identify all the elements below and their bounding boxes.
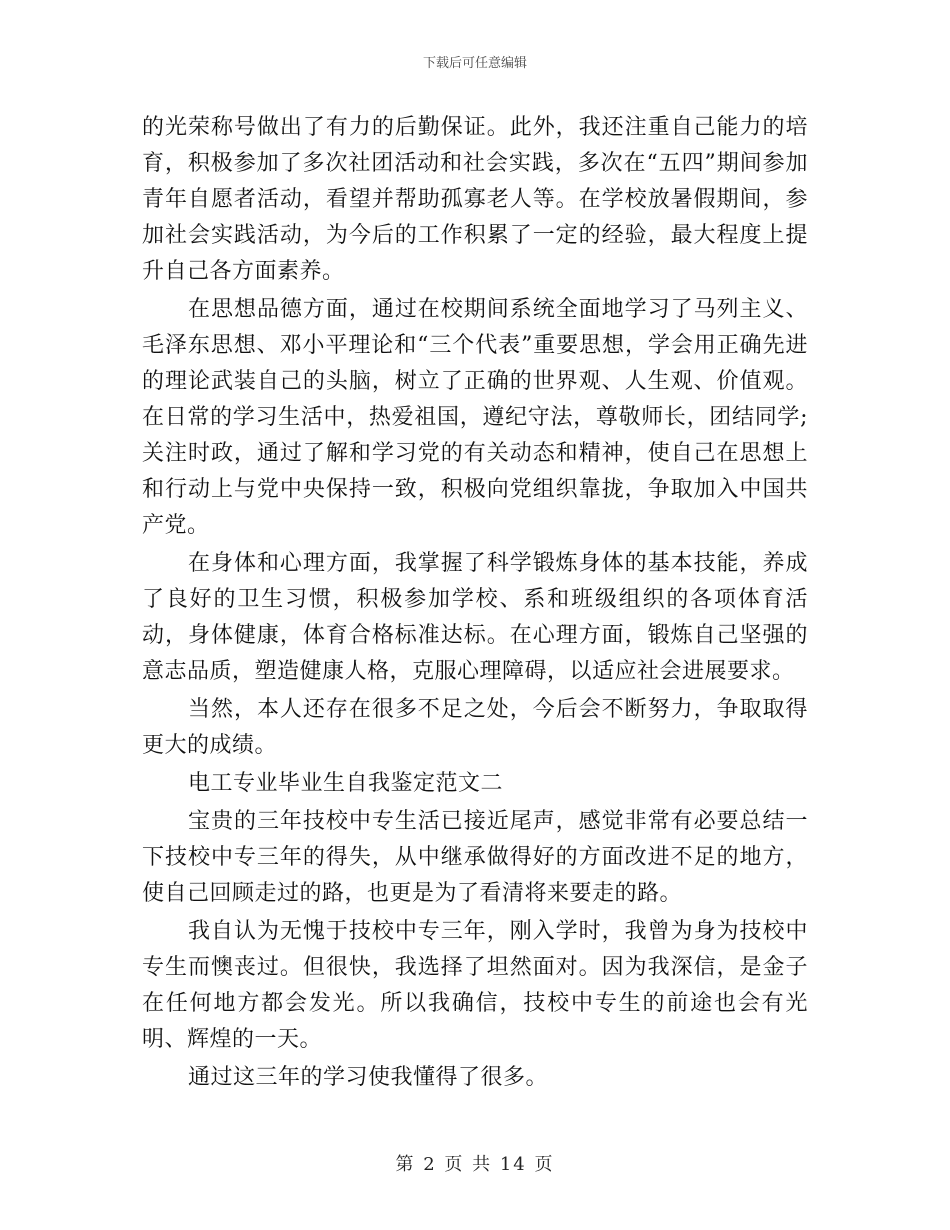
page-header-note: 下载后可任意编辑 <box>422 56 527 71</box>
paragraph: 通过这三年的学习使我懂得了很多。 <box>188 1065 549 1090</box>
paragraph: 的光荣称号做出了有力的后勤保证。此外，我还注重自己能力的培育，积极参加了多次社团活动和社会实践，多次在“五四”期间参加青年自愿者活动，看望并帮助孤寡老人等。在学校放暑假期间，参加社会实践活动，为今后的工作积累了一定的经验，最大程度上提升自己各方面素养。 <box>142 115 808 284</box>
paragraph: 在思想品德方面，通过在校期间系统全面地学习了马列主义、毛泽东思想、邓小平理论和“三个代表”重要思想，学会用正确先进的理论武装自己的头脑，树立了正确的世界观、人生观、价值观。在日常的学习生活中，热爱祖国，遵纪守法，尊敬师长，团结同学;关注时政，通过了解和学习党的有关动态和精神，使自己在思想上和行动上与党中央保持一致，积极向党组织靠拢，争取加入中国共产党。 <box>142 297 808 538</box>
document-body <box>142 110 808 1098</box>
paragraph: 宝贵的三年技校中专生活已接近尾声，感觉非常有必要总结一下技校中专三年的得失，从中继承做得好的方面改进不足的地方，使自己回顾走过的路，也更是为了看清将来要走的路。 <box>142 809 808 906</box>
paragraph: 当然，本人还存在很多不足之处，今后会不断努力，争取取得更大的成绩。 <box>142 697 808 758</box>
page-number-footer: 第 2 页 共 14 页 <box>395 1154 555 1175</box>
paragraph: 我自认为无愧于技校中专三年，刚入学时，我曾为身为技校中专生而懊丧过。但很快，我选择了坦然面对。因为我深信，是金子在任何地方都会发光。所以我确信，技校中专生的前途也会有光明、辉煌的一天。 <box>142 919 808 1052</box>
paragraph: 在身体和心理方面，我掌握了科学锻炼身体的基本技能，养成了良好的卫生习惯，积极参加学校、系和班级组织的各项体育活动，身体健康，体育合格标准达标。在心理方面，锻炼自己坚强的意志品质，塑造健康人格，克服心理障碍，以适应社会进展要求。 <box>142 551 808 684</box>
section-heading: 电工专业毕业生自我鉴定范文二 <box>188 771 504 796</box>
